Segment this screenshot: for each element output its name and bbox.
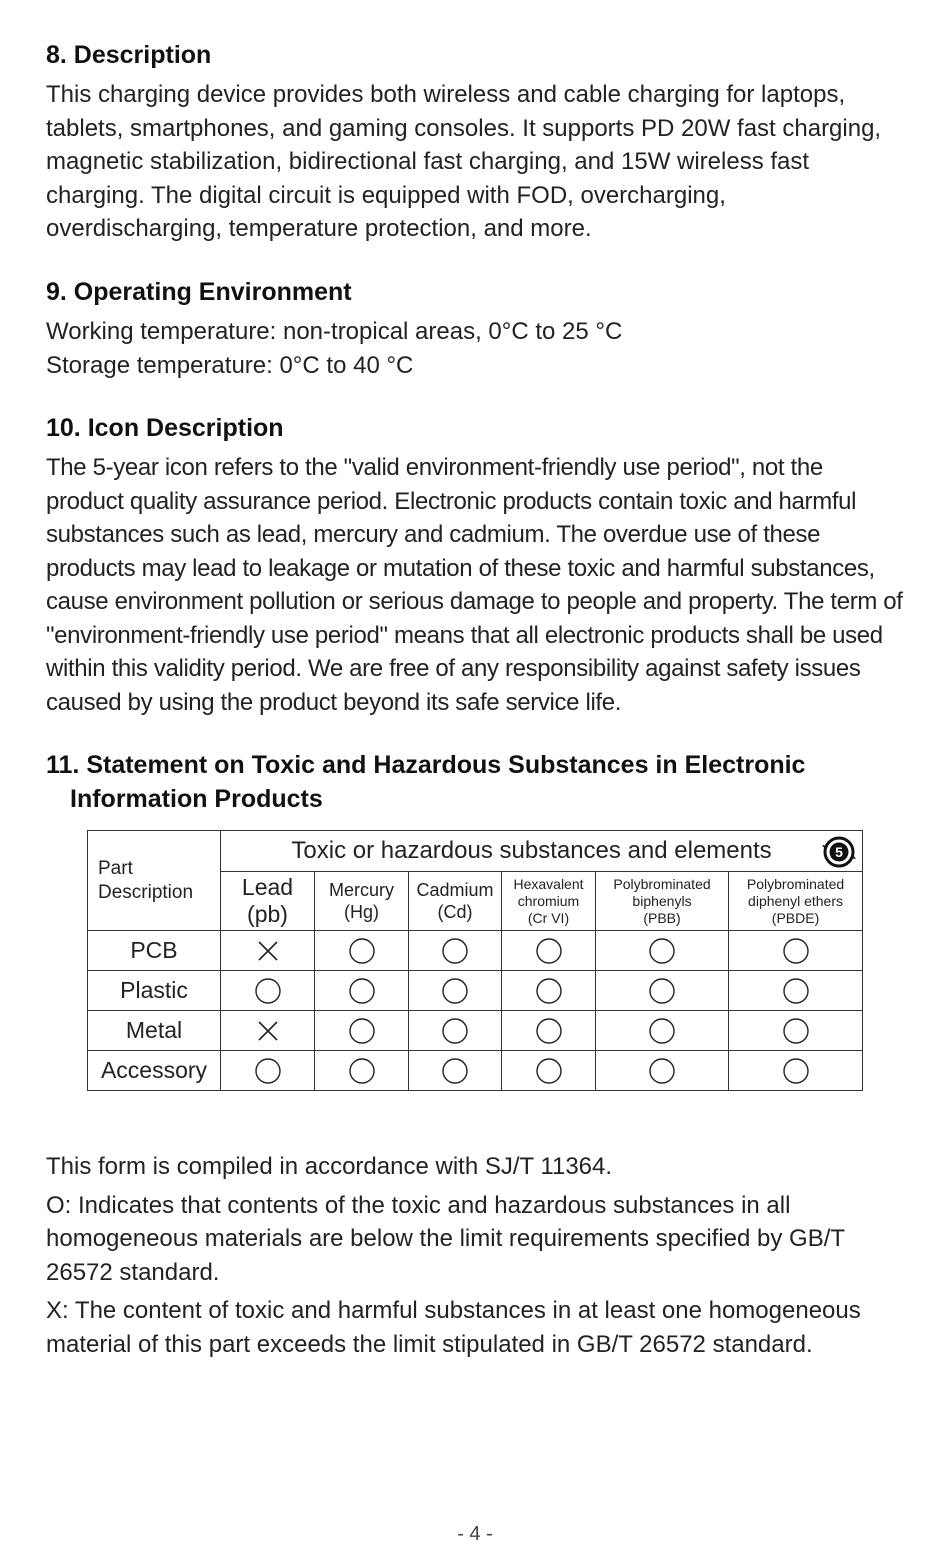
note-o-meaning: O: Indicates that contents of the toxic and hazardous substances in all homogeneous materials are below the limit requirements specified by GB/T 26572 standard. [46,1191,845,1286]
substance-cell [502,1051,596,1091]
substance-header-line1: Lead [241,874,294,900]
substance-cell [315,1051,409,1091]
section-body: This charging device provides both wireless and cable charging for laptops, tablets, smartphones, and gaming consoles. It supports PD 20W fast charging, magnetic stabilization, bidirectional fast charging, and 15W wireless fast charging. The digital circuit is equipped with FOD, overcharging, overdischarging, temperature protection, and more. [46,81,882,242]
section-title [46,748,906,816]
circle-mark-icon [441,937,469,965]
note-x-meaning: X: The content of toxic and harmful substances in at least one homogeneous material of this part exceeds the limit stipulated in GB/T 26572 standard. [46,1297,861,1358]
substance-header-line3: (Cr VI) [527,909,570,926]
circle-mark-icon [535,1017,563,1045]
part-name: Accessory [88,1051,221,1091]
substance-header-line3: (PBB) [643,909,681,926]
part-name: Metal [88,1011,221,1051]
substance-cell [409,1051,502,1091]
substance-header-line2: (Hg) [344,902,379,922]
table-row [88,971,863,1011]
substance-cell [502,1011,596,1051]
circle-mark-icon [348,1057,376,1085]
substance-cell [596,1051,729,1091]
section-title: 9. Operating Environment [46,278,352,306]
substance-cell [729,931,863,971]
part-description-header [88,831,221,931]
substance-header-line2: (Cd) [437,902,473,922]
substance-header [729,872,863,931]
substance-cell [729,1011,863,1051]
part-name: Plastic [88,971,221,1011]
circle-mark-icon [348,977,376,1005]
substance-cell [596,1011,729,1051]
substance-cell [221,1051,315,1091]
substance-header [502,872,596,931]
substance-cell [729,1051,863,1091]
table-notes [46,1150,906,1366]
part-header-line2: Description [98,881,194,903]
table-row [88,1011,863,1051]
substance-header-line1: Hexavalent [513,875,584,892]
substance-header [409,872,502,931]
part-header-line1: Part [98,857,133,879]
substance-cell [221,1011,315,1051]
section-title: 8. Description [46,41,212,69]
note-standard: This form is compiled in accordance with SJ/T 11364. [46,1153,613,1180]
circle-mark-icon [348,937,376,965]
circle-mark-icon [348,1017,376,1045]
substance-header-line1: Polybrominated [613,875,711,892]
circle-mark-icon [441,1057,469,1085]
circle-mark-icon [535,977,563,1005]
substance-cell [729,971,863,1011]
substance-header [221,872,315,931]
circle-mark-icon [648,1057,676,1085]
circle-mark-icon [648,1017,676,1045]
substance-header [596,872,729,931]
substance-header-line3: (PBDE) [771,909,820,926]
circle-mark-icon [782,1017,810,1045]
circle-mark-icon [648,937,676,965]
section-title: 10. Icon Description [46,414,284,442]
epup-icon-number: 5 [835,844,843,860]
circle-mark-icon [782,937,810,965]
circle-mark-icon [254,1057,282,1085]
table-row [88,931,863,971]
substance-header-line2: diphenyl ethers [748,892,843,909]
epup-5-year-icon [822,835,856,869]
page-number: - 4 - [457,1523,493,1545]
substance-cell [221,931,315,971]
section-title-line2: Information Products [70,785,323,813]
circle-mark-icon [441,977,469,1005]
substances-group-header [221,831,863,872]
hazardous-substances-table [87,830,863,1091]
section-body: The 5-year icon refers to the "valid environment-friendly use period", not the product quality assurance period. Electronic products contain toxic and harmful substances such as lead, mercury and cadmium. The overdue use of these products may lead to leakage or mutation of these toxic and harmful substances, cause environment pollution or serious damage to people and property. The term of "environment-friendly use period" means that all electronic products shall be used within this validity period. We are free of any responsibility against safety issues caused by using the product beyond its safe service life. [46,454,903,716]
circle-mark-icon [535,1057,563,1085]
substance-cell [221,971,315,1011]
circle-mark-icon [535,937,563,965]
storage-temperature-text: Storage temperature: 0°C to 40 °C [46,351,414,379]
section-icon-description [46,411,906,719]
section-toxic-substances-statement [46,748,906,816]
substance-cell [596,931,729,971]
substance-cell [409,931,502,971]
part-name: PCB [88,931,221,971]
table-body [88,931,863,1091]
substance-cell [315,971,409,1011]
substance-header-line2: (pb) [247,901,288,927]
substance-header-line1: Mercury [328,880,394,900]
substance-header-line1: Cadmium [416,880,494,900]
substance-cell [315,1011,409,1051]
substance-cell [315,931,409,971]
substance-header-line2: chromium [517,892,580,909]
section-title-line1: 11. Statement on Toxic and Hazardous Substances in Electronic [46,751,806,779]
substance-cell [502,971,596,1011]
circle-mark-icon [782,1057,810,1085]
circle-mark-icon [441,1017,469,1045]
substance-cell [502,931,596,971]
substance-header-line1: Polybrominated [746,875,845,892]
substance-cell [409,971,502,1011]
circle-mark-icon [648,977,676,1005]
group-header-label: Toxic or hazardous substances and elements [291,837,772,864]
circle-mark-icon [254,977,282,1005]
substance-header-line2: biphenyls [632,892,692,909]
section-operating-environment [46,275,906,382]
substance-cell [596,971,729,1011]
section-description [46,38,906,246]
cross-mark-icon [254,937,282,965]
circle-mark-icon [782,977,810,1005]
table-row [88,1051,863,1091]
substance-header [315,872,409,931]
substance-cell [409,1011,502,1051]
working-temperature-text: Working temperature: non-tropical areas, 0°C to 25 °C [46,318,623,345]
cross-mark-icon [254,1017,282,1045]
